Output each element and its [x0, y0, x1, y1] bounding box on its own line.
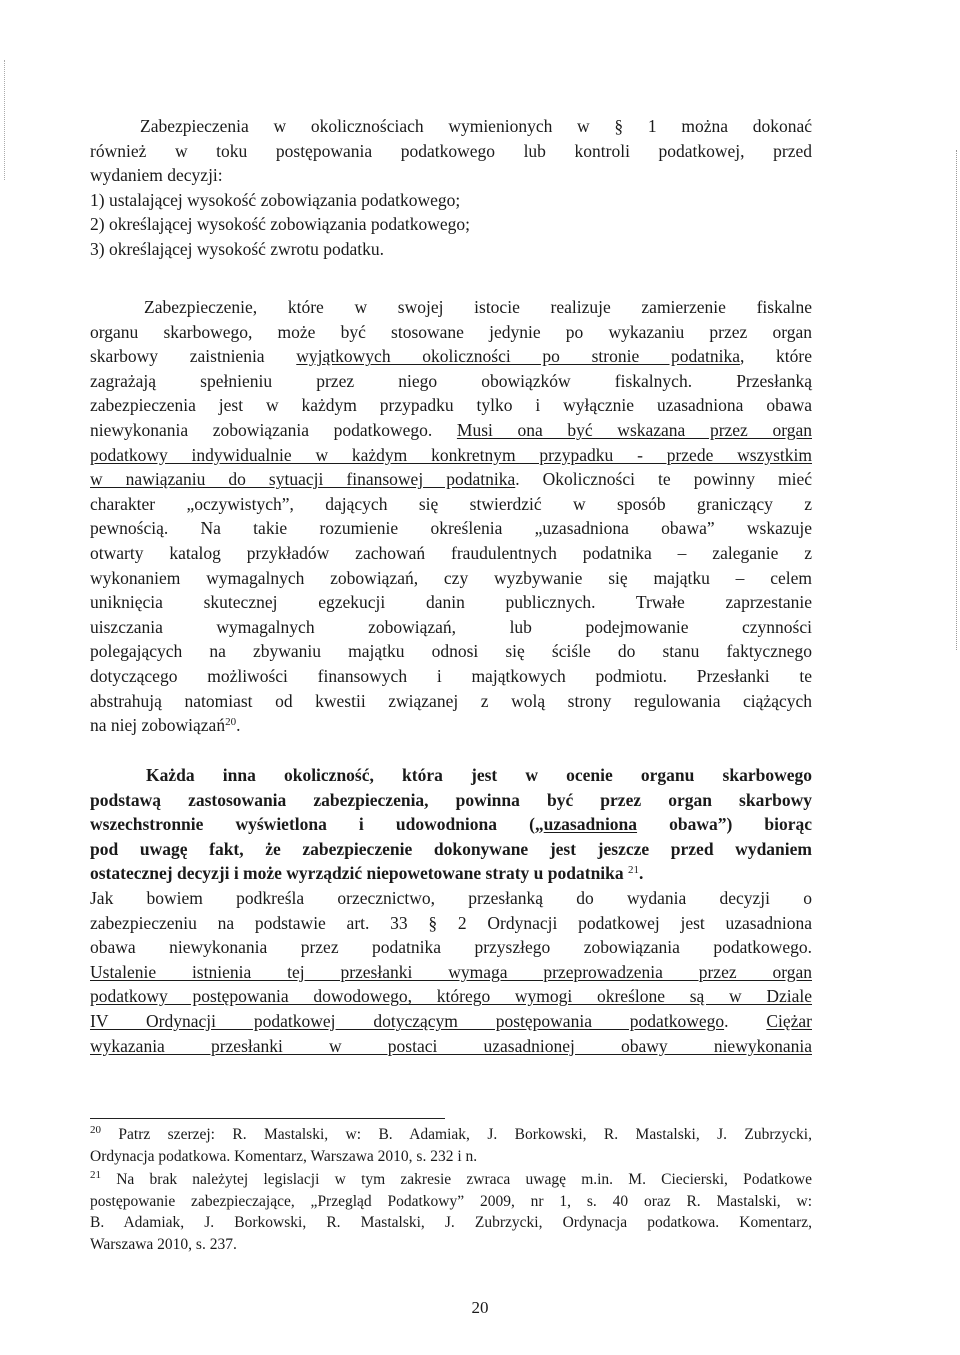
bold-underlined-run: uzasadniona	[543, 814, 638, 835]
text-line	[90, 467, 812, 492]
text-line: abstrahują natomiast od kwestii związanej z wolą strony regulowania ciążących	[90, 690, 812, 711]
text-run: skarbowy zaistnienia	[90, 346, 297, 367]
bold-run: podstawą zastosowania zabezpieczenia, powinna być przez organ skarbowy	[90, 789, 812, 810]
underlined-line: podatkowy postępowania dowodowego, którego wymogi określone są w Dziale	[90, 986, 812, 1007]
text-line	[90, 344, 812, 369]
footnote-line	[90, 1169, 812, 1191]
bold-run: pod uwagę fakt, że zabezpieczenie dokonywane jest jeszcze przed wydaniem	[90, 838, 812, 859]
footnote-line	[90, 1124, 812, 1146]
bold-line	[90, 837, 812, 862]
text-line: organu skarbowego, może być stosowane jedynie po wykazaniu przez organ	[90, 321, 812, 342]
scan-edge-mark	[955, 150, 957, 650]
text-line: charakter „oczywistych”, dających się stwierdzić w sposób graniczący z	[90, 493, 812, 514]
page-number: 20	[471, 1298, 489, 1317]
text-run: .	[236, 715, 241, 736]
bold-run: wszechstronnie wyświetlona i udowodniona („	[90, 814, 544, 835]
text-line: zagrażają spełnieniu przez niego obowiązków fiskalnych. Przesłanką	[90, 370, 812, 391]
underlined-run: w nawiązaniu do sytuacji finansowej podatnika	[90, 469, 516, 490]
text-run: Patrz szerzej: R. Mastalski, w: B. Adamiak, J. Borkowski, R. Mastalski, J. Zubrzycki,	[101, 1126, 812, 1143]
footnote-ref: 20	[225, 716, 237, 729]
underlined-run: Musi ona być wskazana przez organ	[456, 419, 812, 440]
bold-run: ostatecznej decyzji i może wyrządzić niepowetowane straty u podatnika	[90, 863, 624, 884]
bold-line	[90, 861, 812, 886]
text-line: pewnością. Na takie rozumienie określenia „uzasadniona obawa” wskazuje	[90, 518, 812, 539]
footnote-ref: 21	[628, 864, 640, 877]
footnote-line: postępowanie zabezpieczające, „Przegląd Podatkowy” 2009, nr 1, s. 40 oraz R. Mastalski, w:	[90, 1192, 812, 1210]
footnote-20	[90, 1124, 812, 1167]
text-line: Zabezpieczenie, które w swojej istocie realizuje zamierzenie fiskalne	[144, 297, 812, 317]
footnote-line: B. Adamiak, J. Borkowski, R. Mastalski, J. Zubrzycki, Ordynacja podatkowa. Komentarz,	[90, 1214, 812, 1231]
text-line	[90, 713, 812, 738]
text-line: obawa niewykonania przez podatnika przyszłego zobowiązania podatkowego.	[90, 937, 812, 958]
footnote-21	[90, 1169, 812, 1255]
underlined-run: Ciężar	[766, 1010, 812, 1031]
text-line: polegających na zbywaniu majątku odnosi się ściśle do stanu faktycznego	[90, 641, 812, 662]
footnote-number: 20	[90, 1124, 101, 1136]
footnote-number: 21	[90, 1169, 101, 1181]
text-run: Na brak należytej legislacji w tym zakresie zwraca uwagę m.in. M. Ciecierski, Podatkowe	[101, 1171, 812, 1188]
list-item: 3) określającej wysokość zwrotu podatku.	[90, 238, 385, 259]
text-line	[90, 418, 812, 443]
text-line: zabezpieczenia jest w każdym przypadku tylko i wyłącznie uzasadniona obawa	[90, 395, 812, 416]
text-line: wydaniem decyzji:	[90, 165, 223, 186]
text-line: Zabezpieczenia w okolicznościach wymienionych w § 1 można dokonać	[140, 116, 812, 136]
text-run: na niej zobowiązań	[90, 715, 226, 736]
text-run: .	[724, 1010, 767, 1031]
text-run: . Okoliczności te powinny mieć	[515, 469, 813, 490]
underlined-line: Ustalenie istnienia tej przesłanki wymaga przeprowadzenia przez organ	[90, 961, 812, 982]
paragraph-main	[90, 295, 812, 738]
paragraph-intro	[90, 114, 812, 262]
text-line: wykonaniem wymagalnych zobowiązań, czy wyzbywanie się majątku – celem	[90, 567, 812, 588]
paragraph-bold	[90, 763, 812, 1058]
text-line: Jak bowiem podkreśla orzecznictwo, przesłanką do wydania decyzji o	[90, 887, 812, 908]
text-run: niewykonania zobowiązania podatkowego.	[90, 419, 457, 440]
list-item: 1) ustalającej wysokość zobowiązania podatkowego;	[90, 189, 461, 210]
footnote-line: Ordynacja podatkowa. Komentarz, Warszawa 2010, s. 232 i n.	[90, 1147, 478, 1165]
bold-line	[90, 763, 812, 788]
underlined-line: podatkowy indywidualnie w każdym konkretnym przypadku - przede wszystkim	[90, 444, 812, 465]
text-line: uiszczania wymagalnych zobowiązań, lub podejmowanie czynności	[90, 616, 812, 637]
text-line: otwarty katalog przykładów zachowań fraudulentnych podatnika – zaleganie z	[90, 542, 812, 563]
scan-edge-mark	[4, 60, 6, 180]
underlined-run: wyjątkowych okoliczności po stronie podatnika	[296, 346, 740, 367]
bold-run: .	[639, 863, 644, 884]
bold-run: Każda inna okoliczność, która jest w ocenie organu skarbowego	[146, 765, 812, 785]
text-line: uniknięcia skutecznej egzekucji danin publicznych. Trwałe zaprzestanie	[90, 592, 812, 613]
bold-line	[90, 812, 812, 837]
footnote-separator	[90, 1118, 445, 1119]
text-line: zabezpieczeniu na podstawie art. 33 § 2 Ordynacji podatkowej jest uzasadniona	[90, 912, 812, 933]
list-item: 2) określającej wysokość zobowiązania podatkowego;	[90, 214, 471, 235]
text-line: również w toku postępowania podatkowego lub kontroli podatkowej, przed	[90, 140, 812, 161]
underlined-line: wykazania przesłanki w postaci uzasadnionej obawy niewykonania	[90, 1035, 812, 1056]
underlined-run: IV Ordynacji podatkowej dotyczącym postępowania podatkowego	[90, 1010, 725, 1031]
text-line: dotyczącego możliwości finansowych i majątkowych podmiotu. Przesłanki te	[90, 665, 812, 686]
bold-line	[90, 788, 812, 813]
text-line	[90, 1009, 812, 1034]
text-run: , które	[739, 346, 813, 367]
footnote-line: Warszawa 2010, s. 237.	[90, 1235, 237, 1253]
bold-run: obawa”) biorąc	[637, 814, 812, 835]
